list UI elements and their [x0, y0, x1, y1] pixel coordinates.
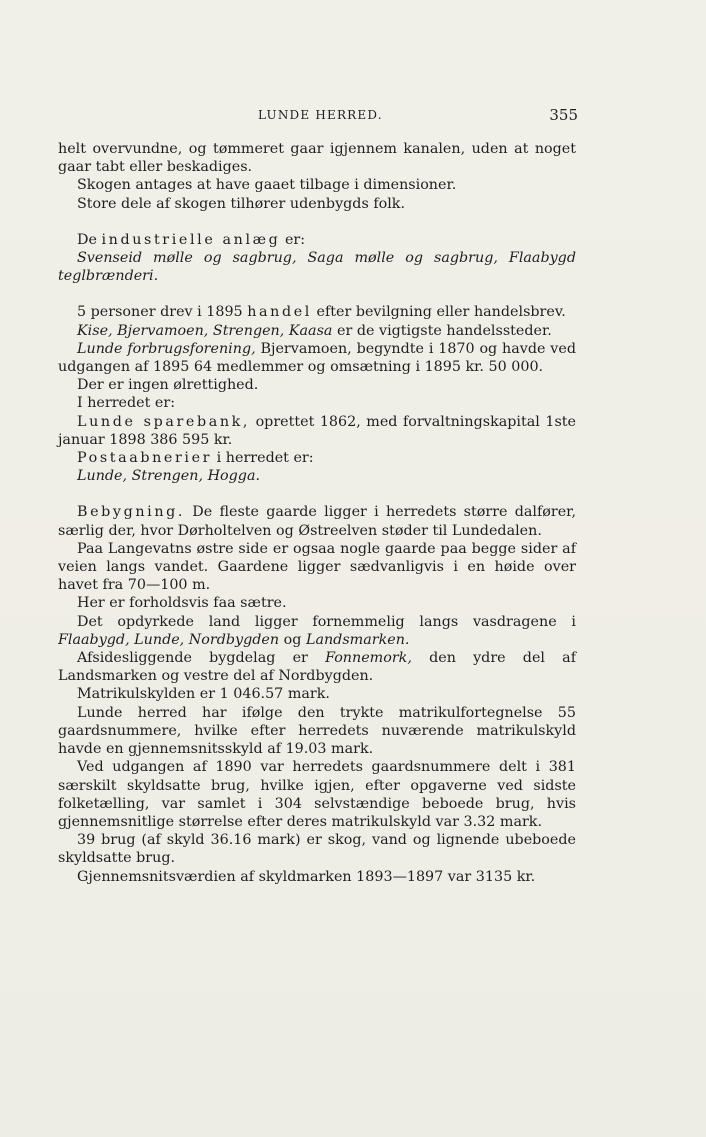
section-gap	[58, 285, 576, 303]
italic-text: Landsmarken.	[305, 631, 410, 648]
text: De fleste gaarde ligger i herredets større dalfører, særlig der, hvor Dørholtelven og Østreelven støder til Lundedalen.	[58, 504, 576, 539]
paragraph: helt overvundne, og tømmeret gaar igjennem kanalen, uden at noget gaar tabt eller beskadiges.	[58, 141, 576, 176]
paragraph: Der er ingen ølrettighed.	[77, 377, 259, 394]
page-number: 355	[549, 106, 578, 124]
text: 5 personer drev i 1895	[77, 304, 243, 321]
italic-text: Svenseid mølle og sagbrug, Saga mølle og sagbrug, Flaabygd teglbrænderi.	[58, 250, 576, 285]
paragraph: I herredet er:	[77, 395, 176, 412]
paragraph: Her er forholdsvis faa sætre.	[77, 595, 287, 612]
paragraph: Skogen antages at have gaaet tilbage i dimensioner.	[77, 177, 457, 194]
running-head: LUNDE HERRED.	[258, 108, 383, 122]
paragraph: Ved udgangen af 1890 var herredets gaardsnummere delt i 381 særskilt skyldsatte brug, hvilke igjen, efter opgaverne ved sidste folketælling, var samlet i 304 selvstændige beboede brug, hvis gjennemsnitlige størrelse efter deres matrikulskyld var 3.32 mark.	[58, 759, 576, 830]
text: er de vigtigste handelssteder.	[337, 322, 552, 339]
text: Bjervamoen, begyndte i 1870 og havde ved udgangen af 1895 64 medlemmer og omsætning i 1895 kr. 50 000.	[58, 340, 576, 376]
paragraph	[58, 340, 576, 376]
text: oprettet 1862, med forvaltningskapital 1ste januar 1898 386 595 kr.	[58, 413, 576, 448]
italic-text: Lunde forbrugsforening,	[77, 340, 256, 357]
paragraph	[58, 449, 576, 467]
paragraph	[58, 249, 576, 285]
paragraph: 39 brug (af skyld 36.16 mark) er skog, vand og lignende ubeboede skyldsatte brug.	[58, 832, 576, 867]
paragraph	[58, 231, 576, 249]
paragraph	[58, 303, 576, 321]
italic-text: Lunde, Strengen, Hogga.	[77, 468, 261, 485]
page-body	[58, 140, 576, 886]
page-header	[58, 106, 578, 126]
text: Det opdyrkede land ligger fornemmelig langs vasdragene i	[77, 613, 576, 630]
paragraph	[58, 649, 576, 685]
paragraph	[58, 467, 576, 485]
section-gap	[58, 213, 576, 231]
text: i herredet er:	[216, 450, 314, 467]
italic-text: Kise, Bjervamoen, Strengen, Kaasa	[77, 322, 333, 339]
paragraph	[58, 322, 576, 340]
text: efter bevilgning eller handelsbrev.	[316, 304, 566, 321]
italic-text: Flaabygd, Lunde, Nordbygden	[58, 631, 280, 648]
text: De	[77, 231, 97, 248]
text: og	[283, 631, 302, 648]
text: er:	[284, 231, 306, 248]
paragraph: Paa Langevatns østre side er ogsaa nogle gaarde paa begge sider af veien langs vandet. Gaardene ligger sædvanligvis i en høide over havet fra 70—100 m.	[58, 540, 576, 594]
spaced-term: Lunde sparebank,	[77, 413, 251, 430]
spaced-term: industrielle anlæg	[101, 231, 281, 248]
italic-text: Fonnemork,	[325, 650, 412, 667]
paragraph	[58, 413, 576, 449]
section-gap	[58, 485, 576, 503]
paragraph	[58, 613, 576, 649]
paragraph: Gjennemsnitsværdien af skyldmarken 1893—1897 var 3135 kr.	[77, 868, 536, 885]
spaced-term: handel	[247, 304, 312, 321]
paragraph: Store dele af skogen tilhører udenbygds folk.	[77, 195, 406, 212]
section-heading: Bebygning.	[77, 504, 186, 521]
paragraph	[58, 503, 576, 539]
text: Afsidesliggende bygdelag er	[77, 650, 308, 667]
spaced-term: Postaabnerier	[77, 450, 213, 467]
paragraph: Lunde herred har ifølge den trykte matrikulfortegnelse 55 gaardsnummere, hvilke efter herredets nuværende matrikulskyld havde en gjennemsnitsskyld af 19.03 mark.	[58, 704, 576, 758]
paragraph: Matrikulskylden er 1 046.57 mark.	[77, 686, 330, 703]
text: den ydre del af Landsmarken og vestre del af Nordbygden.	[58, 650, 576, 685]
